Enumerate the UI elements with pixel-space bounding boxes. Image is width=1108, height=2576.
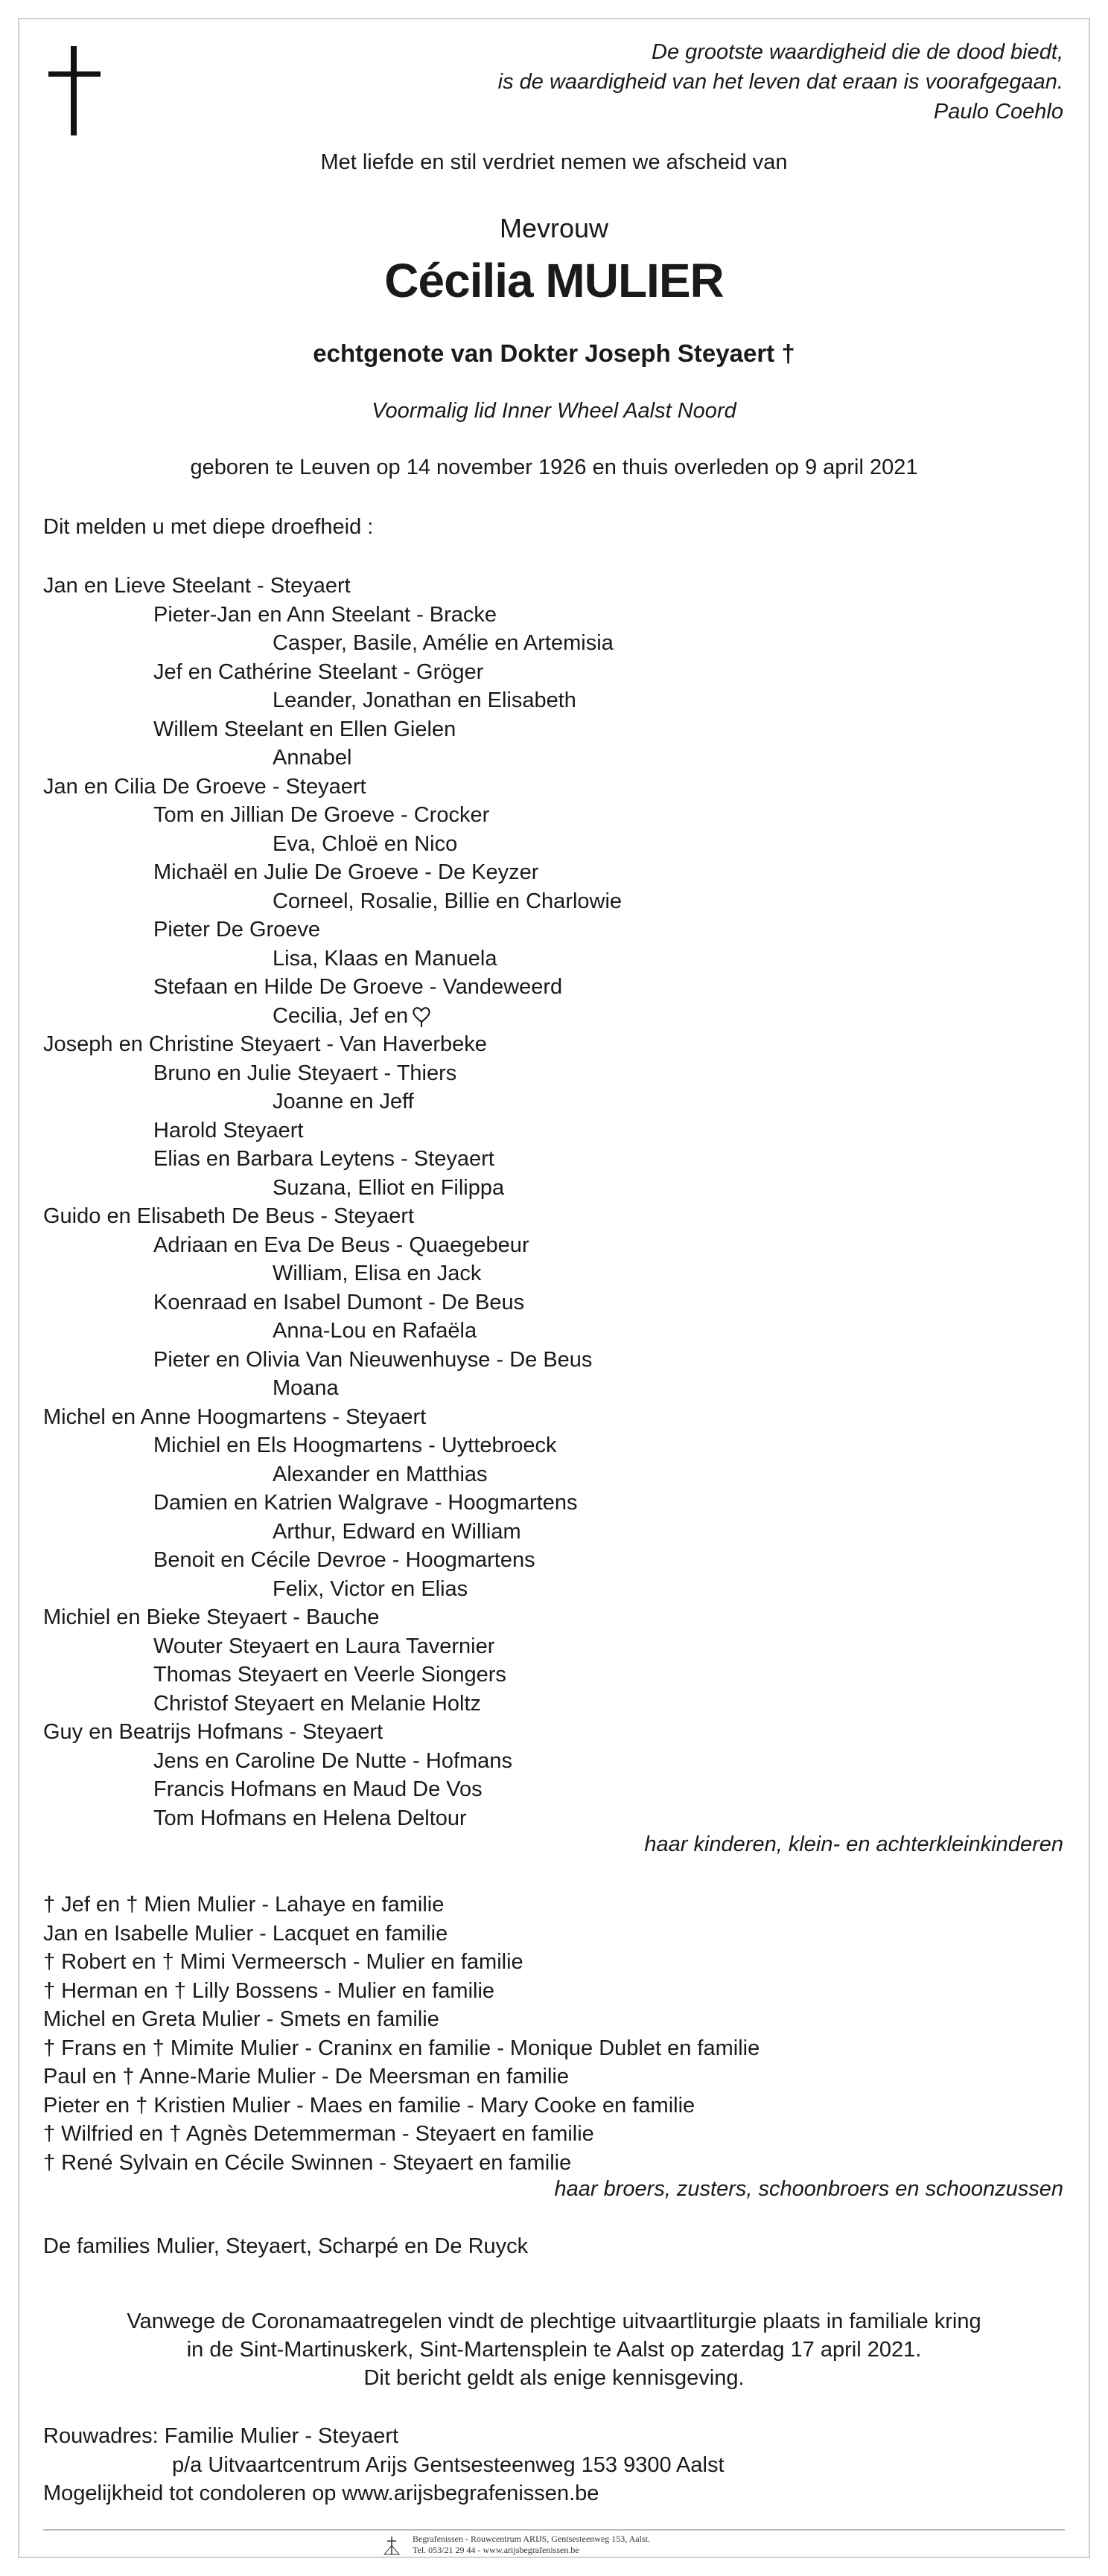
relative-entry: Paul en † Anne-Marie Mulier - De Meersman en familie bbox=[43, 2065, 569, 2088]
family-entry-text: Adriaan en Eva De Beus - Quaegebeur bbox=[153, 1233, 529, 1257]
family-entry-text: Jens en Caroline De Nutte - Hofmans bbox=[153, 1748, 512, 1773]
family-entry-text: Casper, Basile, Amélie en Artemisia bbox=[273, 631, 614, 655]
quote-line: is de waardigheid van het leven dat eraan is voorafgegaan. bbox=[497, 70, 1063, 94]
family-entry bbox=[43, 572, 622, 601]
family-entry bbox=[43, 1661, 622, 1690]
family-entry bbox=[43, 1346, 622, 1375]
footer-divider bbox=[43, 2529, 1065, 2531]
family-entry bbox=[43, 887, 622, 916]
honorific: Mevrouw bbox=[499, 213, 609, 243]
family-entry bbox=[43, 629, 622, 658]
family-entry-text: Christof Steyaert en Melanie Holtz bbox=[153, 1691, 482, 1716]
family-entry-text: Jan en Cilia De Groeve - Steyaert bbox=[43, 774, 366, 799]
quote-line: De grootste waardigheid die de dood biedt, bbox=[652, 40, 1063, 64]
family-entry bbox=[43, 744, 622, 773]
family-entry bbox=[43, 1002, 622, 1031]
family-entry-text: Michiel en Bieke Steyaert - Bauche bbox=[43, 1605, 380, 1629]
footer-line: Begrafenissen - Rouwcentrum ARIJS, Gentsesteenweg 153, Aalst. bbox=[413, 2534, 650, 2544]
family-entry-text: Bruno en Julie Steyaert - Thiers bbox=[153, 1061, 457, 1085]
family-entry-text: Corneel, Rosalie, Billie en Charlowie bbox=[273, 889, 623, 913]
membership-line: Voormalig lid Inner Wheel Aalst Noord bbox=[372, 399, 736, 423]
family-entry bbox=[43, 1747, 622, 1776]
family-entry-text: Pieter De Groeve bbox=[153, 918, 321, 942]
family-entry-text: Michaël en Julie De Groeve - De Keyzer bbox=[153, 860, 539, 884]
intro-text: Met liefde en stil verdriet nemen we afscheid van bbox=[320, 150, 788, 174]
family-entry-text: Suzana, Elliot en Filippa bbox=[273, 1175, 505, 1200]
family-entry bbox=[43, 1575, 622, 1604]
family-entry-text: Elias en Barbara Leytens - Steyaert bbox=[153, 1147, 494, 1171]
family-entry-text: Lisa, Klaas en Manuela bbox=[273, 946, 497, 971]
spouse-line: echtgenote van Dokter Joseph Steyaert † bbox=[313, 339, 795, 367]
family-entry-text: William, Elisa en Jack bbox=[273, 1262, 482, 1285]
family-entry bbox=[43, 1231, 622, 1260]
family-entry bbox=[43, 601, 622, 630]
family-entry-text: Jan en Lieve Steelant - Steyaert bbox=[43, 574, 351, 598]
relative-entry: † Herman en † Lilly Bossens - Mulier en familie bbox=[43, 1978, 495, 2003]
cross-icon bbox=[48, 46, 101, 135]
family-entry-text: Joanne en Jeff bbox=[273, 1090, 414, 1113]
family-entry-text: Guy en Beatrijs Hofmans - Steyaert bbox=[43, 1720, 383, 1744]
family-entry bbox=[43, 1317, 622, 1346]
family-entry-text: Tom Hofmans en Helena Deltour bbox=[153, 1806, 467, 1830]
children-closing: haar kinderen, klein- en achterkleinkinderen bbox=[644, 1832, 1063, 1856]
family-entry-text: Thomas Steyaert en Veerle Siongers bbox=[153, 1663, 506, 1687]
family-entry bbox=[43, 773, 622, 802]
relative-entry: † Robert en † Mimi Vermeersch - Mulier en familie bbox=[43, 1950, 523, 1974]
family-entry-text: Damien en Katrien Walgrave - Hoogmartens bbox=[153, 1491, 578, 1515]
family-entry-text: Tom en Jillian De Groeve - Crocker bbox=[153, 803, 490, 827]
families-line: De families Mulier, Steyaert, Scharpé en De Ruyck bbox=[43, 2234, 529, 2258]
service-line: Dit bericht geldt als enige kennisgeving. bbox=[363, 2366, 745, 2390]
family-entry bbox=[43, 1489, 622, 1518]
family-entry bbox=[43, 1632, 622, 1661]
family-entry-text: Eva, Chloë en Nico bbox=[273, 831, 458, 856]
family-entry-text: Annabel bbox=[273, 746, 352, 770]
family-entry bbox=[43, 915, 622, 945]
family-entry-text: Michiel en Els Hoogmartens - Uyttebroeck bbox=[153, 1434, 557, 1457]
family-entry bbox=[43, 945, 622, 974]
family-entry bbox=[43, 1202, 622, 1231]
family-entry bbox=[43, 715, 622, 744]
family-entry bbox=[43, 830, 622, 859]
family-entry bbox=[43, 1145, 622, 1174]
family-entry bbox=[43, 1259, 622, 1288]
family-entry-text: Koenraad en Isabel Dumont - De Beus bbox=[153, 1290, 525, 1314]
family-entry bbox=[43, 1403, 622, 1432]
relative-entry: Jan en Isabelle Mulier - Lacquet en familie bbox=[43, 1921, 448, 1946]
relative-entry: † Jef en † Mien Mulier - Lahaye en familie bbox=[43, 1893, 445, 1917]
family-entry bbox=[43, 1603, 622, 1632]
family-entry-text: Pieter en Olivia Van Nieuwenhuyse - De Beus bbox=[153, 1347, 593, 1372]
relatives-list bbox=[43, 1891, 760, 2177]
deceased-name: Cécilia MULIER bbox=[384, 254, 724, 307]
relative-entry: Michel en Greta Mulier - Smets en familie bbox=[43, 2007, 439, 2031]
family-entry bbox=[43, 801, 622, 830]
quote-author: Paulo Coehlo bbox=[933, 100, 1063, 124]
quote-block bbox=[498, 37, 1063, 127]
footer-line: Tel. 053/21 29 44 - www.arijsbegrafenissen.be bbox=[413, 2545, 579, 2555]
funeral-home-logo-icon bbox=[381, 2535, 402, 2556]
family-entry bbox=[43, 1431, 622, 1460]
contact-line: p/a Uitvaartcentrum Arijs Gentsesteenweg 153 9300 Aalst bbox=[172, 2452, 725, 2477]
relative-entry: † Wilfried en † Agnès Detemmerman - Steyaert en familie bbox=[43, 2122, 594, 2146]
service-line: Vanwege de Coronamaatregelen vindt de plechtige uitvaartliturgie plaats in familiale kring bbox=[127, 2310, 981, 2333]
family-entry-text: Cecilia, Jef en bbox=[273, 1003, 409, 1028]
heart-icon bbox=[411, 1006, 432, 1028]
service-line: in de Sint-Martinuskerk, Sint-Martensplein te Aalst op zaterdag 17 april 2021. bbox=[186, 2338, 922, 2362]
family-entry-text: Willem Steelant en Ellen Gielen bbox=[153, 717, 456, 741]
service-info bbox=[0, 2307, 1108, 2392]
family-entry-text: Stefaan en Hilde De Groeve - Vandeweerd bbox=[153, 975, 563, 999]
contact-line: Rouwadres: Familie Mulier - Steyaert bbox=[43, 2424, 399, 2448]
family-entry-text: Francis Hofmans en Maud De Vos bbox=[153, 1777, 483, 1801]
family-entry-text: Benoit en Cécile Devroe - Hoogmartens bbox=[153, 1548, 535, 1572]
family-entry bbox=[43, 1460, 622, 1489]
birth-death-line: geboren te Leuven op 14 november 1926 en thuis overleden op 9 april 2021 bbox=[190, 456, 918, 479]
family-entry bbox=[43, 1775, 622, 1804]
family-entry-text: Alexander en Matthias bbox=[273, 1462, 488, 1486]
family-entry-text: Leander, Jonathan en Elisabeth bbox=[273, 688, 576, 712]
relative-entry: † Frans en † Mimite Mulier - Craninx en familie - Monique Dublet en familie bbox=[43, 2036, 760, 2060]
family-entry bbox=[43, 1174, 622, 1203]
contact-info bbox=[43, 2422, 725, 2508]
family-entry bbox=[43, 1518, 622, 1547]
family-entry bbox=[43, 973, 622, 1002]
family-entry bbox=[43, 858, 622, 887]
relative-entry: Pieter en † Kristien Mulier - Maes en familie - Mary Cooke en familie bbox=[43, 2093, 695, 2118]
family-entry bbox=[43, 1116, 622, 1145]
family-entry bbox=[43, 1804, 622, 1833]
family-entry bbox=[43, 1087, 622, 1116]
family-list bbox=[43, 572, 622, 1832]
family-entry bbox=[43, 1546, 622, 1575]
family-entry-text: Wouter Steyaert en Laura Tavernier bbox=[153, 1634, 495, 1658]
family-entry-text: Michel en Anne Hoogmartens - Steyaert bbox=[43, 1404, 427, 1429]
family-entry-text: Joseph en Christine Steyaert - Van Haverbeke bbox=[43, 1032, 487, 1056]
family-entry bbox=[43, 658, 622, 687]
contact-line: Mogelijkheid tot condoleren op www.arijsbegrafenissen.be bbox=[43, 2481, 599, 2505]
family-entry bbox=[43, 1718, 622, 1747]
family-entry bbox=[43, 686, 622, 715]
family-entry-text: Guido en Elisabeth De Beus - Steyaert bbox=[43, 1204, 415, 1228]
family-entry-text: Jef en Cathérine Steelant - Gröger bbox=[153, 659, 484, 684]
family-entry bbox=[43, 1374, 622, 1403]
family-entry-text: Pieter-Jan en Ann Steelant - Bracke bbox=[153, 602, 497, 627]
family-entry bbox=[43, 1288, 622, 1317]
relative-entry: † René Sylvain en Cécile Swinnen - Steyaert en familie bbox=[43, 2150, 572, 2175]
family-entry bbox=[43, 1690, 622, 1719]
family-entry-text: Harold Steyaert bbox=[153, 1118, 304, 1142]
family-entry-text: Arthur, Edward en William bbox=[273, 1519, 521, 1544]
family-entry bbox=[43, 1059, 622, 1088]
family-entry-text: Anna-Lou en Rafaëla bbox=[273, 1319, 477, 1343]
family-entry-text: Moana bbox=[273, 1376, 339, 1400]
announce-text: Dit melden u met diepe droefheid : bbox=[43, 515, 374, 539]
relatives-closing: haar broers, zusters, schoonbroers en schoonzussen bbox=[554, 2177, 1063, 2201]
family-entry-text: Felix, Victor en Elias bbox=[273, 1576, 468, 1601]
family-entry bbox=[43, 1030, 622, 1059]
